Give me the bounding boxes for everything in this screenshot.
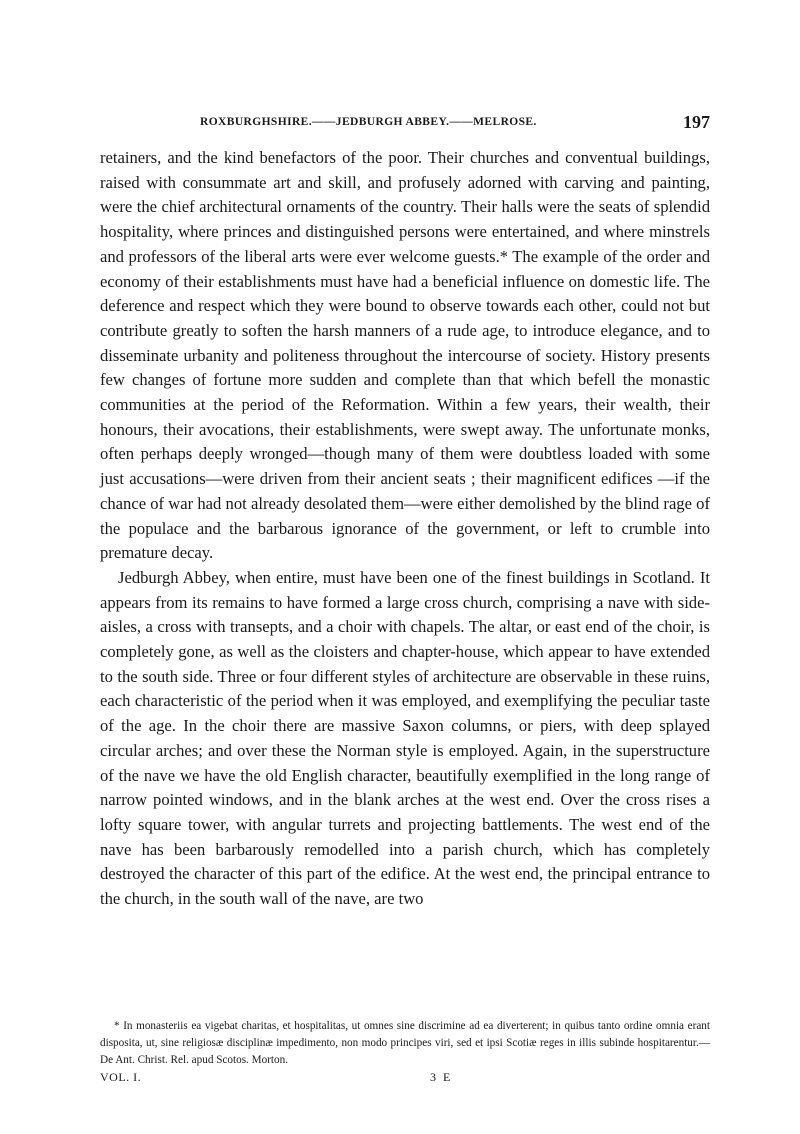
volume-label: VOL. I. bbox=[100, 1070, 142, 1084]
page-number: 197 bbox=[683, 112, 710, 132]
paragraph-monastic-communities: retainers, and the kind benefactors of the poor. Their churches and conventual buildings, raised with consummate art and skill, and profusely adorned with carving and painting, were the chief architectural ornaments of the country. Their halls were the seats of splendid hospitality, where princes and distinguished persons were entertained, and where minstrels and professors of the liberal arts were ever welcome guests.* The example of the order and economy of their establishments must have had a beneficial influence on domestic life. The deference and respect which they were bound to observe towards each other, could not but contribute greatly to soften the harsh manners of a rude age, to introduce elegance, and to disseminate urbanity and politeness throughout the intercourse of society. History presents few changes of fortune more sudden and complete than that which befell the monastic communities at the period of the Reformation. Within a few years, their wealth, their honours, their avocations, their establishments, were swept away. The unfortunate monks, often perhaps deeply wronged—though many of them were doubtless loaded with some just accusations—were driven from their ancient seats ; their magnificent edifices —if the chance of war had not already desolated them—were either demolished by the blind rage of the populace and the barbarous ignorance of the government, or left to crumble into premature decay. bbox=[100, 148, 710, 563]
paragraph-jedburgh-abbey: Jedburgh Abbey, when entire, must have been one of the finest buildings in Scotland. It appears from its remains to have formed a large cross church, comprising a nave with side-aisles, a cross with transepts, and a choir with chapels. The altar, or east end of the choir, is completely gone, as well as the cloisters and chapter-house, which appear to have extended to the south side. Three or four different styles of architecture are observable in these ruins, each characteristic of the period when it was employed, and exemplifying the peculiar taste of the age. In the choir there are massive Saxon columns, or piers, with deep splayed circular arches; and over these the Norman style is employed. Again, in the superstructure of the nave we have the old English character, beautifully exemplified in the long range of narrow pointed windows, and in the blank arches at the west end. Over the cross rises a lofty square tower, with angular turrets and projecting battlements. The west end of the nave has been barbarously remodelled into a parish church, which has completely destroyed the character of this part of the edifice. At the west end, the principal entrance to the church, in the south wall of the nave, are two bbox=[100, 567, 710, 909]
body-text bbox=[100, 146, 710, 912]
footnote-text: * In monasteriis ea vigebat charitas, et hospitalitas, ut omnes sine discrimine ad ea diverterent; in quibus tanto ordine omnia erant disposita, ut, sine religiosæ disciplinæ impedimento, non modo principes viri, sed et ipsi Scotiæ reges in illis subinde hospitarentur.—De Ant. Christ. Rel. apud Scotos. Morton. bbox=[100, 1020, 710, 1066]
page-header bbox=[100, 112, 710, 134]
signature-line bbox=[100, 1070, 710, 1088]
signature-mark: 3 E bbox=[430, 1070, 453, 1084]
running-title: ROXBURGHSHIRE.——JEDBURGH ABBEY.——MELROSE. bbox=[200, 116, 537, 128]
footnote bbox=[100, 1018, 710, 1069]
